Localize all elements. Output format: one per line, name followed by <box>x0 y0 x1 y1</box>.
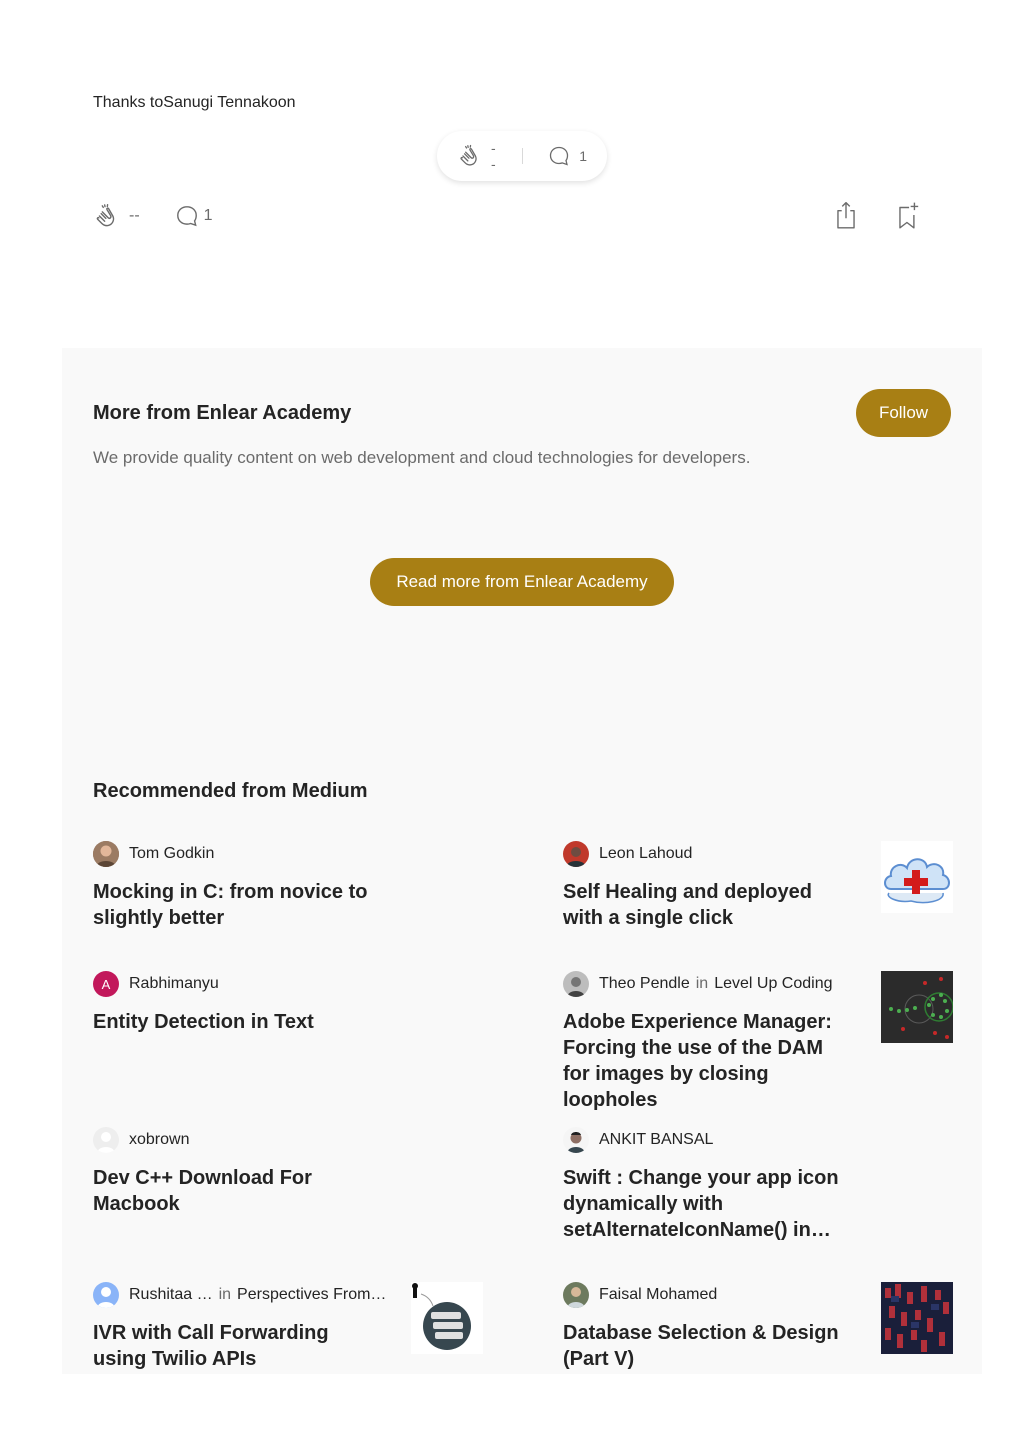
card-thumbnail[interactable] <box>411 1282 483 1354</box>
bookmark-add-icon[interactable] <box>895 200 921 230</box>
recommended-card[interactable] <box>563 841 953 931</box>
author-row <box>93 971 483 997</box>
recommended-card[interactable] <box>563 1127 953 1243</box>
author-avatar[interactable] <box>563 1127 589 1153</box>
author-name[interactable]: Theo Pendle <box>599 975 690 992</box>
clap-icon[interactable] <box>457 143 483 169</box>
author-name[interactable]: Tom Godkin <box>129 845 215 862</box>
response-icon[interactable] <box>547 144 571 168</box>
author-avatar[interactable] <box>93 841 119 867</box>
read-more-button[interactable]: Read more from Enlear Academy <box>370 558 674 606</box>
response-icon[interactable] <box>174 203 200 229</box>
card-title[interactable]: Adobe Experience Manager: Forcing the use of the DAM for images by closing loopholes <box>563 1011 832 1111</box>
author-row <box>93 841 483 867</box>
author-name[interactable]: Rabhimanyu <box>129 975 219 992</box>
author-name[interactable]: xobrown <box>129 1131 190 1148</box>
recommended-card[interactable] <box>93 1127 483 1217</box>
recommended-title: Recommended from Medium <box>93 780 368 802</box>
share-icon[interactable] <box>833 200 859 230</box>
divider <box>522 148 523 164</box>
in-label: in <box>695 975 709 992</box>
thanks-line <box>93 94 296 112</box>
author-avatar[interactable] <box>563 971 589 997</box>
author-avatar[interactable] <box>563 841 589 867</box>
response-count: 1 <box>203 207 213 224</box>
card-title[interactable]: Mocking in C: from novice to slightly better <box>93 881 368 929</box>
publication-description: We provide quality content on web development and cloud technologies for developers. <box>93 448 751 467</box>
card-title[interactable]: Dev C++ Download For Macbook <box>93 1167 312 1215</box>
publication-name[interactable]: Perspectives From… <box>237 1286 387 1303</box>
thanks-author-link[interactable]: Sanugi Tennakoon <box>163 94 296 111</box>
thanks-prefix: Thanks to <box>93 94 164 111</box>
author-name[interactable]: Faisal Mohamed <box>599 1286 718 1303</box>
recommended-card[interactable] <box>93 971 483 1035</box>
author-row <box>563 1127 953 1153</box>
card-title[interactable]: Swift : Change your app icon dynamically with setAlternateIconName() in… <box>563 1167 839 1241</box>
recommended-card[interactable] <box>563 971 953 1113</box>
author-row <box>93 1127 483 1153</box>
card-title[interactable]: Entity Detection in Text <box>93 1011 314 1033</box>
author-avatar[interactable] <box>93 1282 119 1308</box>
recommended-card[interactable] <box>93 1282 483 1372</box>
share-save-group <box>833 200 921 230</box>
author-name[interactable]: ANKIT BANSAL <box>599 1131 714 1148</box>
clap-count: -- <box>129 207 140 224</box>
clap-icon[interactable] <box>93 202 121 230</box>
card-title[interactable]: Self Healing and deployed with a single click <box>563 881 812 929</box>
floating-clap-count: -- <box>491 140 496 172</box>
card-title[interactable]: Database Selection & Design (Part V) <box>563 1322 839 1370</box>
recommended-card[interactable] <box>563 1282 953 1372</box>
author-name[interactable]: Leon Lahoud <box>599 845 693 862</box>
publication-name[interactable]: Level Up Coding <box>714 975 833 992</box>
card-title[interactable]: IVR with Call Forwarding using Twilio APIs <box>93 1322 329 1370</box>
recommended-card[interactable] <box>93 841 483 931</box>
more-from-title: More from Enlear Academy <box>93 402 352 424</box>
author-avatar[interactable] <box>563 1282 589 1308</box>
card-thumbnail[interactable] <box>881 971 953 1043</box>
follow-button[interactable]: Follow <box>856 389 951 437</box>
floating-response-count: 1 <box>579 148 587 164</box>
author-name[interactable]: Rushitaa … <box>129 1286 213 1303</box>
in-label: in <box>218 1286 232 1303</box>
card-thumbnail[interactable] <box>881 841 953 913</box>
floating-action-bar <box>437 131 607 181</box>
card-thumbnail[interactable] <box>881 1282 953 1354</box>
article-actions <box>93 198 951 234</box>
author-avatar[interactable] <box>93 1127 119 1153</box>
author-avatar[interactable]: A <box>93 971 119 997</box>
more-from-section <box>62 348 982 1374</box>
